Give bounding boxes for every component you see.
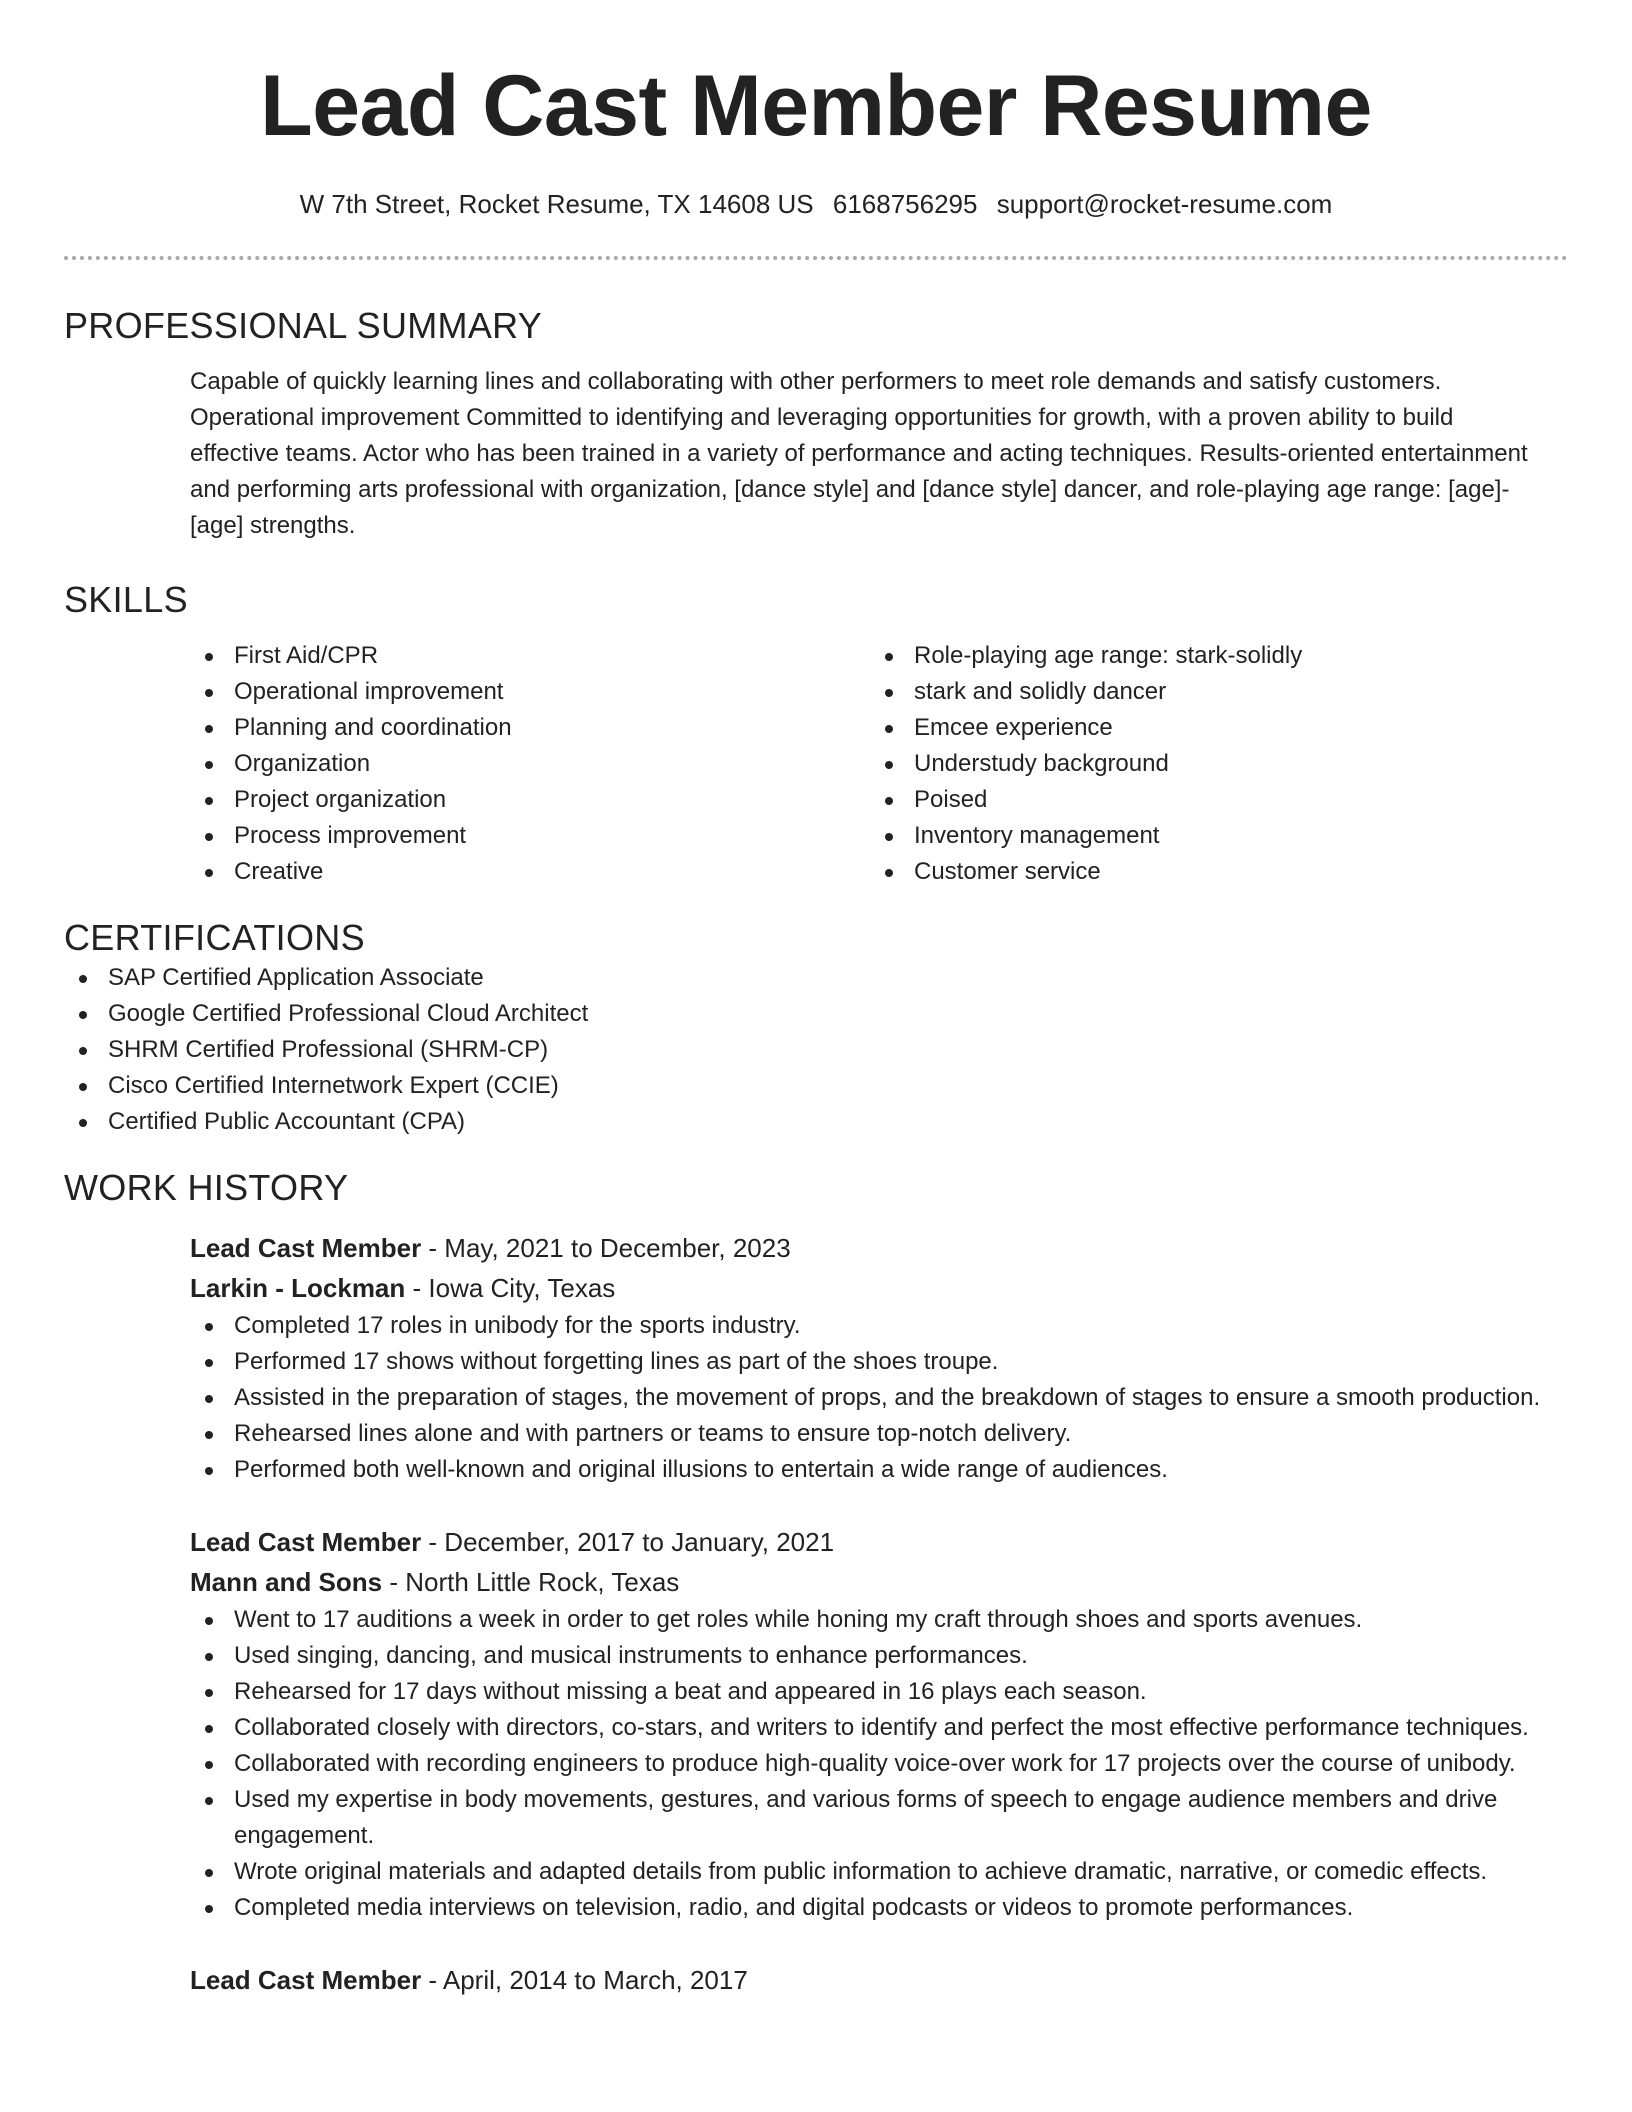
skills-heading: SKILLS [64, 579, 188, 620]
skill-item: Project organization [190, 782, 870, 818]
skill-item: Poised [870, 782, 1550, 818]
skills-columns [190, 638, 1568, 890]
job-entry [190, 1960, 1570, 2000]
header-divider [64, 256, 1568, 260]
skill-item: Role-playing age range: stark-solidly [870, 638, 1550, 674]
job-dates: - April, 2014 to March, 2017 [421, 1965, 748, 1995]
resume-page [64, 0, 1568, 2000]
job-entry [190, 1522, 1570, 1926]
job-dates: - December, 2017 to January, 2021 [421, 1527, 835, 1557]
job-bullets [190, 1308, 1570, 1488]
certifications-heading: CERTIFICATIONS [64, 917, 365, 958]
job-bullet: Rehearsed lines alone and with partners or teams to ensure top-notch delivery. [190, 1416, 1570, 1452]
job-bullet: Completed media interviews on television, radio, and digital podcasts or videos to promote performances. [190, 1890, 1570, 1926]
skills-list-right [870, 638, 1550, 890]
job-company: Mann and Sons [190, 1567, 383, 1597]
skill-item: stark and solidly dancer [870, 674, 1550, 710]
certification-item: Certified Public Accountant (CPA) [64, 1104, 1568, 1140]
job-bullets [190, 1602, 1570, 1926]
certification-item: Google Certified Professional Cloud Architect [64, 996, 1568, 1032]
skill-item: Planning and coordination [190, 710, 870, 746]
certification-item: SHRM Certified Professional (SHRM-CP) [64, 1032, 1568, 1068]
job-title: Lead Cast Member [190, 1527, 422, 1557]
skill-item: Inventory management [870, 818, 1550, 854]
job-dates: - May, 2021 to December, 2023 [421, 1233, 791, 1263]
job-title-line [190, 1960, 1570, 2000]
job-company-line [190, 1268, 1570, 1308]
job-bullet: Collaborated closely with directors, co-stars, and writers to identify and perfect the most effective performance techniques. [190, 1710, 1570, 1746]
job-title: Lead Cast Member [190, 1965, 422, 1995]
skill-item: Organization [190, 746, 870, 782]
skill-item: Creative [190, 854, 870, 890]
certifications-section [64, 916, 1568, 1140]
contact-email: support@rocket-resume.com [996, 189, 1333, 219]
job-bullet: Used my expertise in body movements, gestures, and various forms of speech to engage audience members and drive engagement. [190, 1782, 1570, 1854]
job-location: - North Little Rock, Texas [382, 1567, 680, 1597]
skill-item: Operational improvement [190, 674, 870, 710]
skills-list-left [190, 638, 870, 890]
job-bullet: Used singing, dancing, and musical instruments to enhance performances. [190, 1638, 1570, 1674]
certification-item: SAP Certified Application Associate [64, 960, 1568, 996]
job-bullet: Assisted in the preparation of stages, the movement of props, and the breakdown of stages to ensure a smooth production. [190, 1380, 1570, 1416]
job-company: Larkin - Lockman [190, 1273, 406, 1303]
skills-section [64, 578, 1568, 890]
skill-item: Process improvement [190, 818, 870, 854]
contact-phone: 6168756295 [832, 189, 978, 219]
skill-item: Emcee experience [870, 710, 1550, 746]
job-title-line [190, 1228, 1570, 1268]
summary-section [64, 304, 1568, 544]
skill-item: First Aid/CPR [190, 638, 870, 674]
job-entry [190, 1228, 1570, 1488]
work-history-heading: WORK HISTORY [64, 1167, 349, 1208]
job-title-line [190, 1522, 1570, 1562]
certifications-list [64, 960, 1568, 1140]
job-title: Lead Cast Member [190, 1233, 422, 1263]
job-bullet: Collaborated with recording engineers to produce high-quality voice-over work for 17 projects over the course of unibody. [190, 1746, 1570, 1782]
job-bullet: Went to 17 auditions a week in order to get roles while honing my craft through shoes and sports avenues. [190, 1602, 1570, 1638]
job-location: - Iowa City, Texas [405, 1273, 616, 1303]
page-title: Lead Cast Member Resume [260, 58, 1372, 154]
job-bullet: Performed both well-known and original illusions to entertain a wide range of audiences. [190, 1452, 1570, 1488]
skill-item: Customer service [870, 854, 1550, 890]
skill-item: Understudy background [870, 746, 1550, 782]
job-company-line [190, 1562, 1570, 1602]
job-bullet: Wrote original materials and adapted details from public information to achieve dramatic, narrative, or comedic effects. [190, 1854, 1570, 1890]
job-bullet: Rehearsed for 17 days without missing a beat and appeared in 16 plays each season. [190, 1674, 1570, 1710]
work-history-section [64, 1166, 1568, 2000]
certification-item: Cisco Certified Internetwork Expert (CCIE) [64, 1068, 1568, 1104]
contact-address: W 7th Street, Rocket Resume, TX 14608 US [299, 189, 814, 219]
summary-text: Capable of quickly learning lines and collaborating with other performers to meet role demands and satisfy customers. Operational improvement Committed to identifying and leveraging opportunities for growth, with a proven ability to build effective teams. Actor who has been trained in a variety of performance and acting techniques. Results-oriented entertainment and performing arts professional with organization, [dance style] and [dance style] dancer, and role-playing age range: [age]-[age] strengths. [190, 368, 1528, 539]
job-bullet: Performed 17 shows without forgetting lines as part of the shoes troupe. [190, 1344, 1570, 1380]
summary-heading: PROFESSIONAL SUMMARY [64, 305, 543, 346]
job-bullet: Completed 17 roles in unibody for the sports industry. [190, 1308, 1570, 1344]
contact-line [64, 186, 1568, 222]
